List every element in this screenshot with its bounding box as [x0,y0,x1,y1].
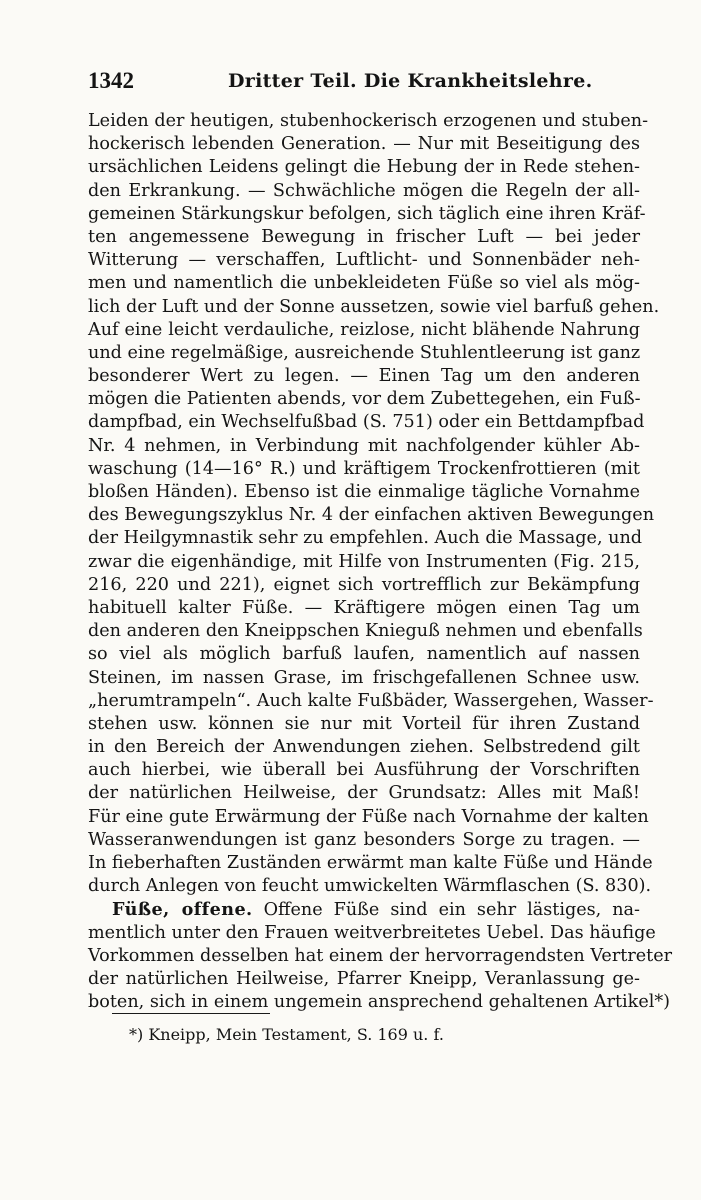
text-line: Nr. 4 nehmen, in Verbindung mit nachfolgender kühler Ab- [88,435,640,456]
text-line: mögen die Patienten abends, vor dem Zubettegehen, ein Fuß- [88,389,641,410]
text-line: waschung (14—16° R.) und kräftigem Trockenfrottieren (mit [88,458,640,479]
text-line: habituell kalter Füße. — Kräftigere mögen einen Tag um [88,597,640,618]
text-line: des Bewegungszyklus Nr. 4 der einfachen aktiven Bewegungen [88,505,655,526]
text-line: In fieberhaften Zuständen erwärmt man kalte Füße und Hände [88,853,653,873]
page-number: 1342 [88,68,134,93]
text-line: Für eine gute Erwärmung der Füße nach Vornahme der kalten [88,806,649,827]
text-line: der Heilgymnastik sehr zu empfehlen. Auch die Massage, und [88,528,643,549]
text-line: in den Bereich der Anwendungen ziehen. Selbstredend gilt [88,737,640,758]
text-line: Auf eine leicht verdauliche, reizlose, nicht blähende Nahrung [88,319,640,340]
body-text [88,110,673,1014]
text-line: men und namentlich die unbekleideten Füße so viel als mög- [88,273,640,294]
text-line: gemeinen Stärkungskur befolgen, sich täglich eine ihren Kräf- [88,203,646,224]
text-line: den Erkrankung. — Schwächliche mögen die Regeln der all- [88,180,640,201]
text-line: Witterung — verschaffen, Luftlicht- und Sonnenbäder neh- [88,250,640,271]
footnote: *) Kneipp, Mein Testament, S. 169 u. f. [129,1025,444,1044]
section-title: Füße, offene. [112,899,253,921]
text-line: zwar die eigenhändige, mit Hilfe von Instrumenten (Fig. 215, [88,551,640,572]
text-line: auch hierbei, wie überall bei Ausführung der Vorschriften [88,760,640,781]
text-line: bloßen Händen). Ebenso ist die einmalige tägliche Vornahme [88,482,640,502]
text-line: lich der Luft und der Sonne aussetzen, sowie viel barfuß gehen. [88,296,660,317]
running-title: Dritter Teil. Die Krankheitslehre. [228,70,593,92]
footnote-divider [112,1013,270,1014]
text-line: der natürlichen Heilweise, Pfarrer Kneipp, Veranlassung ge- [88,968,640,989]
text-line: stehen usw. können sie nur mit Vorteil für ihren Zustand [88,713,640,734]
text-line: und eine regelmäßige, ausreichende Stuhlentleerung ist ganz [88,342,641,363]
text-line: Vorkommen desselben hat einem der hervorragendsten Vertreter [88,945,673,966]
text-line: Steinen, im nassen Grase, im frischgefallenen Schnee usw. [88,667,640,688]
text-line: dampfbad, ein Wechselfußbad (S. 751) oder ein Bettdampfbad [88,412,645,433]
text-line: besonderer Wert zu legen. — Einen Tag um den anderen [88,366,640,387]
text-line: ten angemessene Bewegung in frischer Luft — bei jeder [88,226,640,247]
text-line: Wasseranwendungen ist ganz besonders Sorge zu tragen. — [88,829,640,850]
text-line: „herumtrampeln“. Auch kalte Fußbäder, Wassergehen, Wasser- [88,690,654,711]
page-header [88,66,638,96]
text-line: so viel als möglich barfuß laufen, namentlich auf nassen [88,644,640,665]
text-line: hockerisch lebenden Generation. — Nur mit Beseitigung des [88,134,640,155]
text-line: den anderen den Kneippschen Knieguß nehmen und ebenfalls [88,621,643,642]
text-line: der natürlichen Heilweise, der Grundsatz: Alles mit Maß! [88,783,640,804]
text-line: mentlich unter den Frauen weitverbreitetes Uebel. Das häufige [88,922,656,943]
text-line: ursächlichen Leidens gelingt die Hebung der in Rede stehen- [88,157,640,178]
section-first-line-text: Offene Füße sind ein sehr lästiges, na- [263,900,640,921]
section-first-line [88,898,640,921]
text-line: Leiden der heutigen, stubenhockerisch erzogenen und stuben- [88,111,649,131]
text-line: durch Anlegen von feucht umwickelten Wärmflaschen (S. 830). [88,876,652,897]
text-line: 216, 220 und 221), eignet sich vortrefflich zur Bekämpfung [88,574,640,595]
text-line: boten, sich in einem ungemein ansprechend gehaltenen Artikel*) [88,992,671,1013]
